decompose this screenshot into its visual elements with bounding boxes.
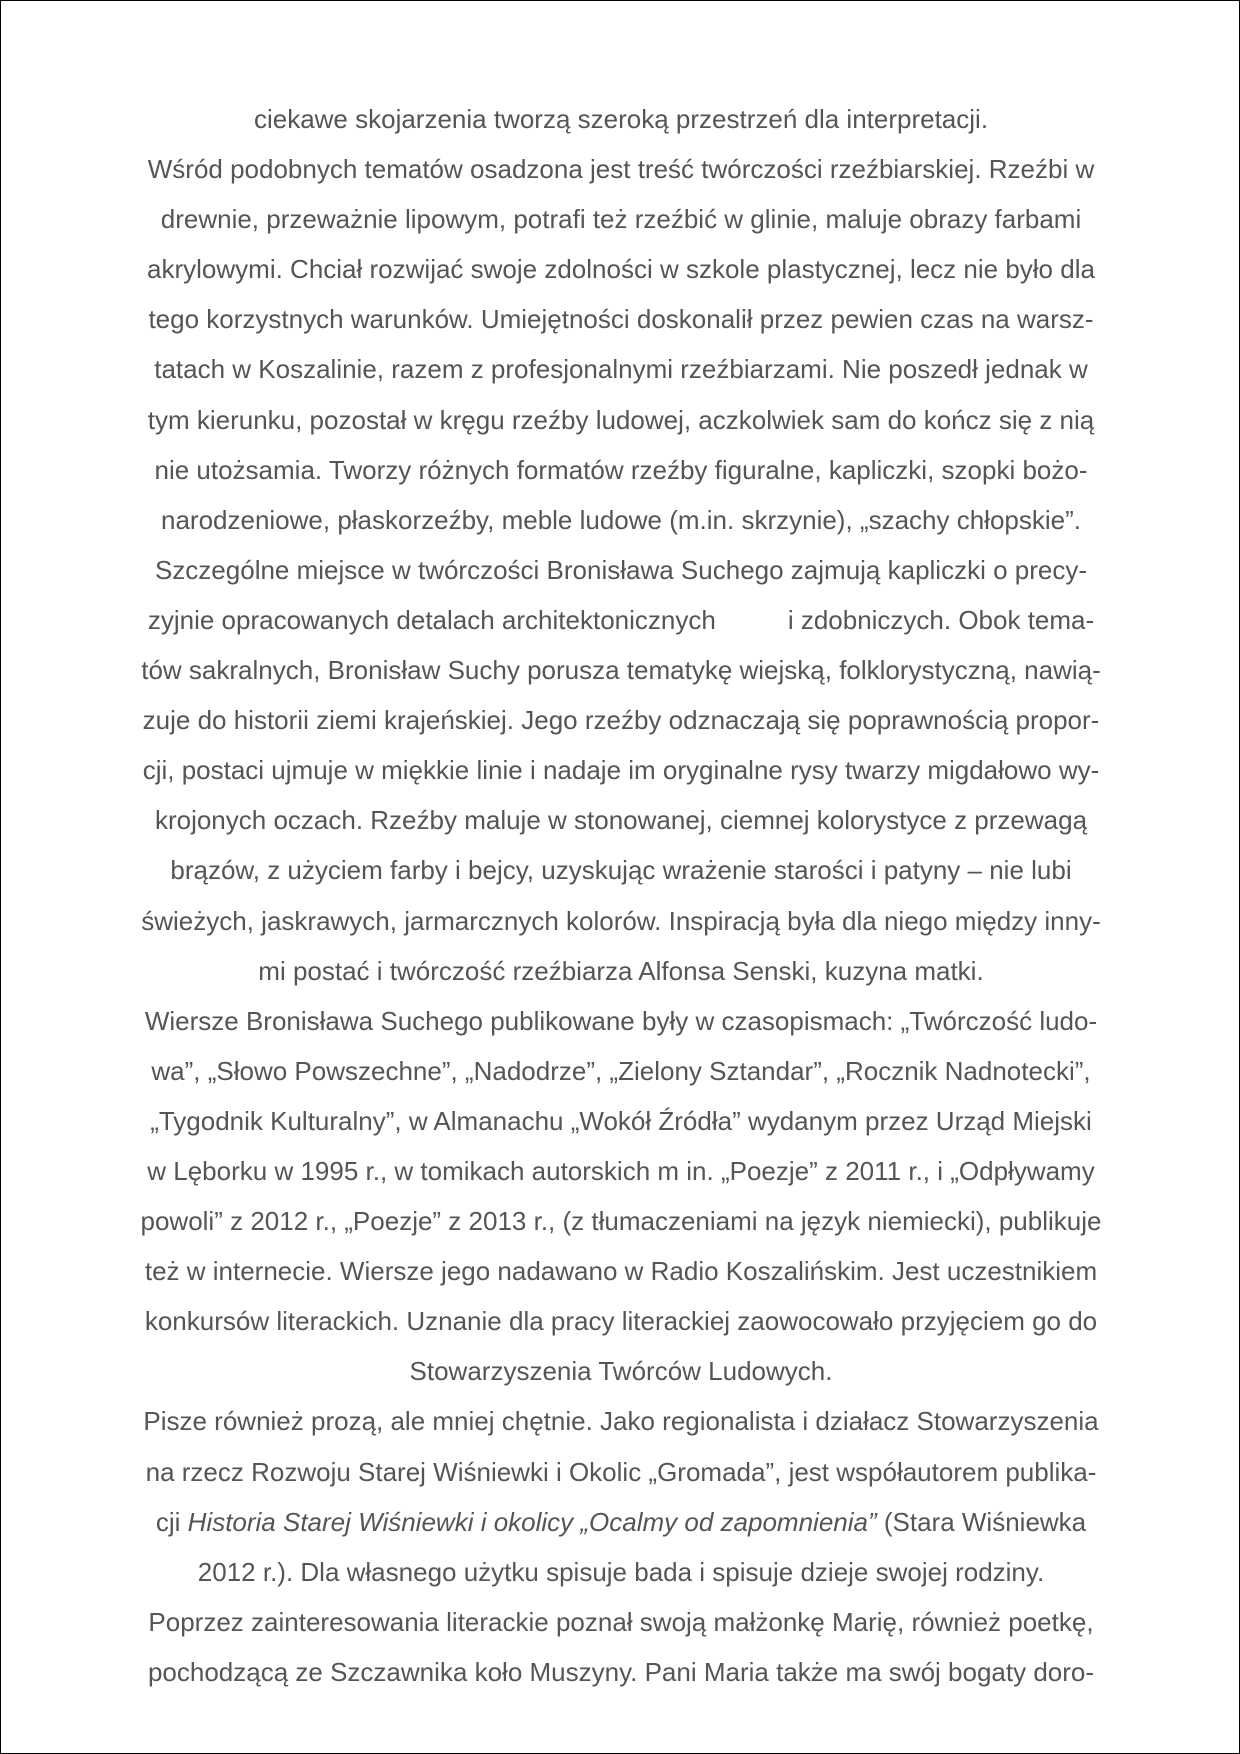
- text-line: Poprzez zainteresowania literackie poznał swoją małżonkę Marię, również poetkę,: [148, 1606, 1094, 1637]
- text-line: tów sakralnych, Bronisław Suchy porusza tematykę wiejską, folklorystyczną, nawią-: [141, 655, 1101, 686]
- text-line: w Lęborku w 1995 r., w tomikach autorskich m in. „Poezje” z 2011 r., i „Odpływamy: [147, 1155, 1095, 1186]
- body-text: [71, 94, 1171, 1697]
- text-line: ciekawe skojarzenia tworzą szeroką przestrzeń dla interpretacji.: [253, 104, 989, 134]
- text-line: tatach w Koszalinie, razem z profesjonalnymi rzeźbiarzami. Nie poszedł jednak w: [154, 354, 1088, 385]
- text-line: brązów, z użyciem farby i bejcy, uzyskując wrażenie starości i patyny – nie lubi: [170, 855, 1072, 886]
- text-line: na rzecz Rozwoju Starej Wiśniewki i Okolic „Gromada”, jest współautorem publika-: [145, 1456, 1097, 1487]
- text-line: wa”, „Słowo Powszechne”, „Nadodrze”, „Zielony Sztandar”, „Rocznik Nadnotecki”,: [151, 1055, 1091, 1086]
- text-line: Szczególne miejsce w twórczości Bronisława Suchego zajmują kapliczki o precy-: [154, 554, 1088, 585]
- text-line: pochodzącą ze Szczawnika koło Muszyny. Pani Maria także ma swój bogaty doro-: [147, 1656, 1095, 1687]
- text-line: krojonych oczach. Rzeźby maluje w stonowanej, ciemnej kolorystyce z przewagą: [154, 805, 1088, 836]
- text-line: Wśród podobnych tematów osadzona jest treść twórczości rzeźbiarskiej. Rzeźbi w: [147, 154, 1095, 185]
- text-line: drewnie, przeważnie lipowym, potrafi też rzeźbić w glinie, maluje obrazy farbami: [160, 204, 1082, 235]
- text-line: akrylowymi. Chciał rozwijać swoje zdolności w szkole plastycznej, lecz nie było dla: [147, 254, 1095, 285]
- text-line: tym kierunku, pozostał w kręgu rzeźby ludowej, aczkolwiek sam do kończ się z nią: [147, 404, 1095, 435]
- text-line: Stowarzyszenia Twórców Ludowych.: [409, 1356, 833, 1387]
- text-line: [71, 1497, 1171, 1547]
- text-line: świeżych, jaskrawych, jarmarcznych kolorów. Inspiracją była dla niego między inny-: [141, 905, 1101, 936]
- text-line: tego korzystnych warunków. Umiejętności doskonalił przez pewien czas na warsz-: [148, 304, 1094, 335]
- text-line: „Tygodnik Kulturalny”, w Almanachu „Wokół Źródła” wydanym przez Urząd Miejski: [150, 1105, 1092, 1136]
- text-line: Wiersze Bronisława Suchego publikowane były w czasopismach: „Twórczość ludo-: [144, 1005, 1098, 1036]
- book-title: Historia Starej Wiśniewki i okolicy „Ocalmy od zapomnienia”: [187, 1506, 877, 1537]
- text-line: też w internecie. Wiersze jego nadawano w Radio Koszalińskim. Jest uczestnikiem: [144, 1256, 1098, 1287]
- text-line: cji, postaci ujmuje w miękkie linie i nadaje im oryginalne rysy twarzy migdałowo wy-: [142, 755, 1100, 786]
- text-line: narodzeniowe, płaskorzeźby, meble ludowe (m.in. skrzynie), „szachy chłopskie”.: [160, 504, 1081, 535]
- text-line: konkursów literackich. Uznanie dla pracy literackiej zaowocowało przyjęciem go do: [144, 1306, 1098, 1337]
- text-line: [71, 595, 1171, 645]
- text-segment: i zdobniczych. Obok tema-: [787, 604, 1095, 635]
- text-segment: zyjnie opracowanych detalach architektonicznych: [147, 604, 716, 635]
- text-line: zuje do historii ziemi krajeńskiej. Jego rzeźby odznaczają się poprawnością propor-: [142, 705, 1100, 736]
- text-line: powoli” z 2012 r., „Poezje” z 2013 r., (z tłumaczeniami na język niemiecki), publikuje: [140, 1206, 1102, 1237]
- text-segment: cji: [155, 1506, 188, 1537]
- text-line: 2012 r.). Dla własnego użytku spisuje bada i spisuje dzieje swojej rodziny.: [197, 1556, 1045, 1587]
- text-segment: (Stara Wiśniewka: [876, 1506, 1087, 1537]
- text-line: Pisze również prozą, ale mniej chętnie. Jako regionalista i działacz Stowarzyszenia: [143, 1406, 1099, 1437]
- text-line: nie utożsamia. Tworzy różnych formatów rzeźby figuralne, kapliczki, szopki bożo-: [154, 454, 1088, 485]
- text-line: mi postać i twórczość rzeźbiarza Alfonsa Senski, kuzyna matki.: [258, 955, 984, 986]
